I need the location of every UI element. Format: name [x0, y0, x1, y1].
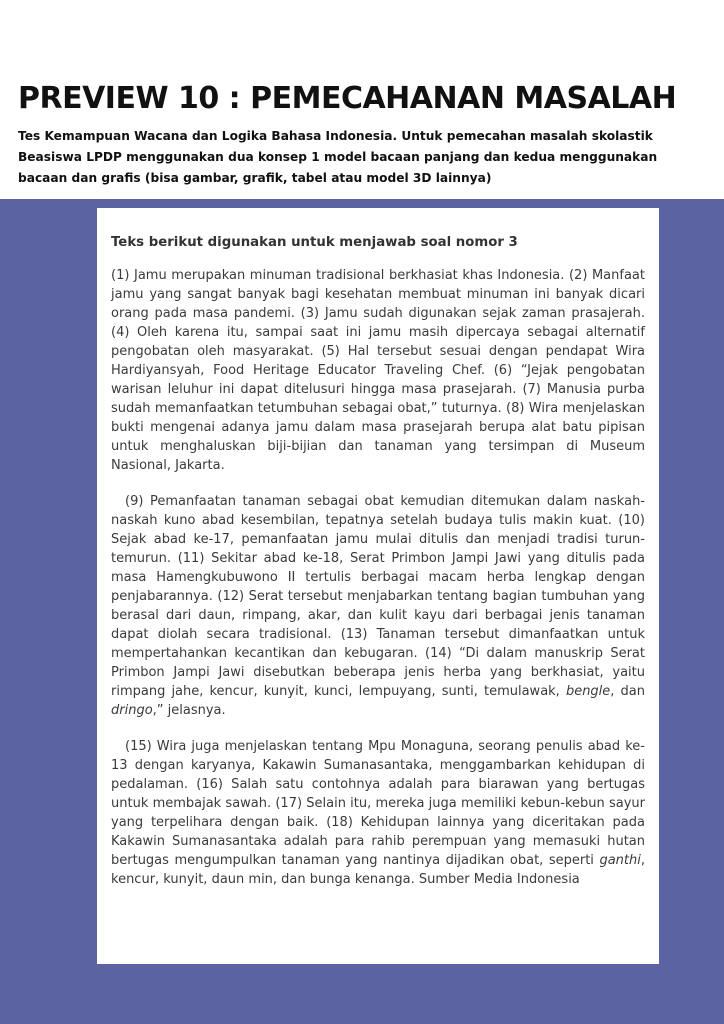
- paragraph-2-middle: , dan: [610, 684, 645, 699]
- page-title: PREVIEW 10 : PEMECAHANAN MASALAH: [18, 81, 677, 116]
- paragraph-3: [111, 737, 645, 889]
- paragraph-3-text: (15) Wira juga menjelaskan tentang Mpu Monaguna, seorang penulis abad ke-13 dengan karyanya, Kakawin Sumanasantaka, menggambarkan kehidupan di pedalaman. (16) Salah satu contohnya adalah para biarawan yang bertugas untuk membajak sawah. (17) Selain itu, mereka juga memiliki kebun-kebun sayur yang terpelihara dengan baik. (18) Kehidupan lainnya yang diceritakan pada Kakawin Sumanasantaka adalah para rahib perempuan yang memasuki hutan bertugas mengumpulkan tanaman yang nantinya dijadikan obat, seperti: [111, 739, 645, 868]
- paragraph-2-end: ,” jelasnya.: [152, 703, 226, 718]
- paragraph-2: [111, 492, 645, 720]
- document-card: [97, 208, 659, 964]
- paragraph-2-italic-bengle: bengle: [565, 684, 611, 699]
- paragraph-2-text: (9) Pemanfaatan tanaman sebagai obat kemudian ditemukan dalam naskah-naskah kuno abad kesembilan, tepatnya setelah budaya tulis makin kuat. (10) Sejak abad ke-17, pemanfaatan jamu mulai ditulis dan menjadi tradisi turun-temurun. (11) Sekitar abad ke-18, Serat Primbon Jampi Jawi yang ditulis pada masa Hamengkubuwono II tertulis berbagai macam herba lengkap dengan penjabarannya. (12) Serat tersebut menjabarkan tentang bagian tumbuhan yang berasal dari daun, rimpang, akar, dan kulit kayu dari berbagai jenis tanaman dapat diolah secara tradisional. (13) Tanaman tersebut dimanfaatkan untuk mempertahankan kecantikan dan kebugaran. (14) “Di dalam manuskrip Serat Primbon Jampi Jawi disebutkan beberapa jenis herba yang berkhasiat, yaitu rimpang jahe, kencur, kunyit, kunci, lempuyang, sunti, temulawak,: [111, 494, 645, 699]
- page-subtitle: Tes Kemampuan Wacana dan Logika Bahasa Indonesia. Untuk pemecahan masalah skolastik Beasiswa LPDP menggunakan dua konsep 1 model bacaan panjang dan kedua menggunakan bacaan dan grafis (bisa gambar, grafik, tabel atau model 3D lainnya): [18, 129, 658, 185]
- document-heading: Teks berikut digunakan untuk menjawab soal nomor 3: [111, 235, 518, 250]
- paragraph-1: (1) Jamu merupakan minuman tradisional berkhasiat khas Indonesia. (2) Manfaat jamu yang sangat banyak bagi kesehatan membuat minuman ini banyak dicari orang pada masa pandemi. (3) Jamu sudah digunakan sejak zaman prasajerah. (4) Oleh karena itu, sampai saat ini jamu masih dipercaya sebagai alternatif pengobatan oleh masyarakat. (5) Hal tersebut sesuai dengan pendapat Wira Hardiyansyah, Food Heritage Educator Traveling Chef. (6) “Jejak pengobatan warisan leluhur ini dapat ditelusuri hingga masa prasejarah. (7) Manusia purba sudah memanfaatkan tetumbuhan sebagai obat,” tuturnya. (8) Wira menjelaskan bukti mengenai adanya jamu dalam masa prasejarah berupa alat batu pipisan untuk menghaluskan biji-bijian dan tanaman yang tersimpan di Museum Nasional, Jakarta.: [111, 268, 645, 473]
- paragraph-3-end: , kencur, kunyit, daun min, dan bunga kenanga. Sumber Media Indonesia: [111, 853, 645, 887]
- paragraph-3-italic-ganthi: ganthi: [599, 853, 641, 868]
- paragraph-2-italic-dringo: dringo: [111, 703, 153, 718]
